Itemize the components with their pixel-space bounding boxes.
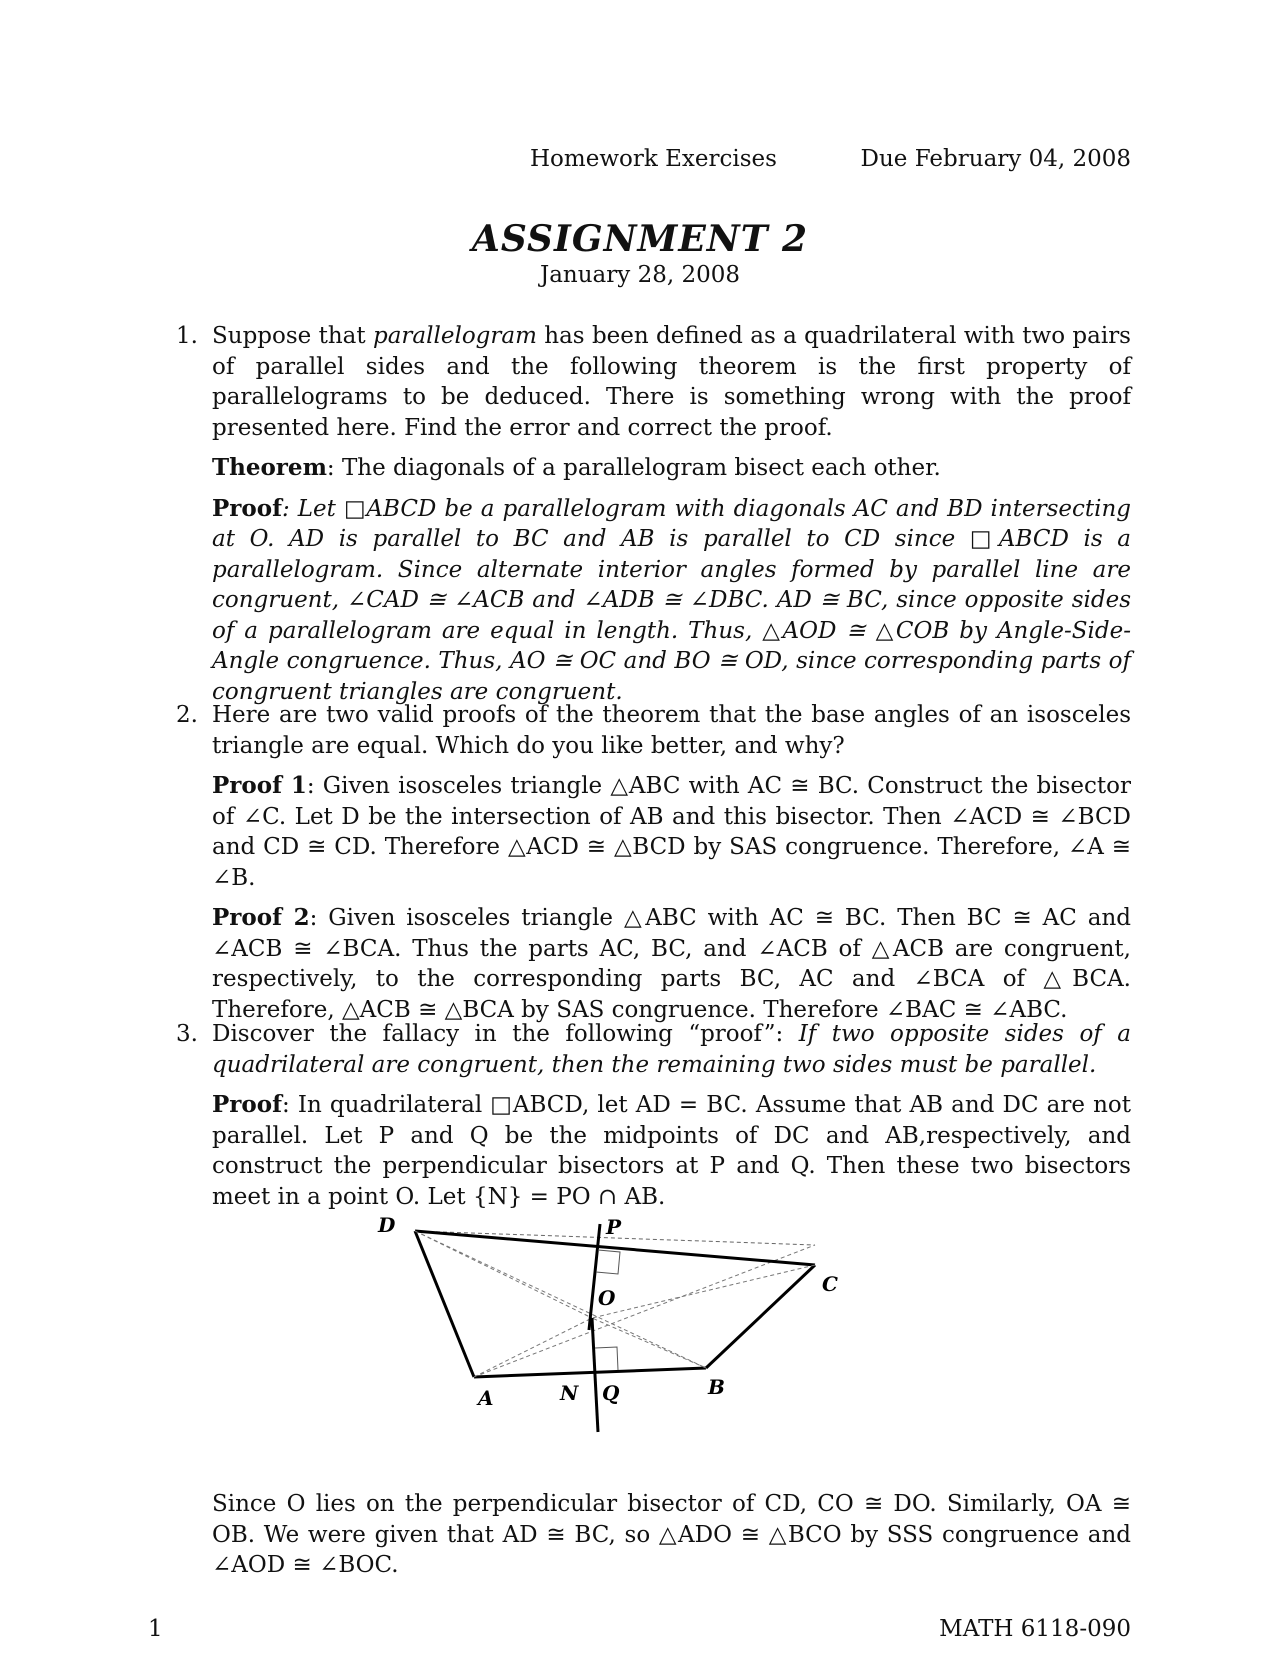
continuation-text: Since O lies on the perpendicular bisector of CD, CO ≅ DO. Similarly, OA ≅ OB. We were given that AD ≅ BC, so △ADO ≅ △BCO by SSS congruence and ∠AOD ≅ ∠BOC. [212, 1491, 1131, 1578]
problem-intro: Here are two valid proofs of the theorem that the base angles of an isosceles triangle are equal. Which do you like better, and why? [212, 702, 1131, 759]
problem-2 [176, 700, 1132, 1025]
problem-number: 3. [176, 1021, 198, 1047]
theorem: Theorem: The diagonals of a parallelogram bisect each other. [212, 454, 941, 481]
problem-3-continuation [212, 1489, 1131, 1581]
right-angle-P [596, 1250, 620, 1274]
header-right: Due February 04, 2008 [860, 146, 1131, 172]
perp-bisector-P [589, 1224, 600, 1330]
quadrilateral-figure [378, 1213, 890, 1480]
label-D: D [378, 1213, 396, 1237]
proof-label: Proof [212, 494, 282, 522]
label-O: O [598, 1286, 616, 1310]
proof-1-label: Proof 1 [212, 772, 307, 799]
problem-number: 2. [176, 702, 198, 728]
problem-intro: Discover the fallacy in the following “proof”: If two opposite sides of a quadrilateral are congruent, then the remaining two sides must be parallel. [212, 1021, 1131, 1078]
proof: Proof: Let □ABCD be a parallelogram with diagonals AC and BD intersecting at O. AD is parallel to BC and AB is parallel to CD since □ABCD is a parallelogram. Since alternate interior angles formed by parallel line are congruent, ∠CAD ≅ ∠ACB and ∠ADB ≅ ∠DBC. AD ≅ BC, since opposite sides of a parallelogram are equal in length. Thus, △AOD ≅ △COB by Angle-Side-Angle congruence. Thus, AO ≅ OC and BO ≅ OD, since corresponding parts of congruent triangles are congruent. [212, 494, 1131, 705]
side-AB [474, 1368, 706, 1377]
problem-number: 1. [176, 323, 198, 349]
proof-1: Proof 1: Given isosceles triangle △ABC with AC ≅ BC. Construct the bisector of ∠C. Let D be the intersection of AB and this bisector. Then ∠ACD ≅ ∠BCD and CD ≅ CD. Therefore △ACD ≅ △BCD by SAS congruence. Therefore, ∠A ≅ ∠B. [212, 772, 1131, 891]
course-code: MATH 6118-090 [939, 1616, 1131, 1642]
dashed-A-O [474, 1318, 592, 1377]
label-B: B [708, 1375, 725, 1399]
page-title: ASSIGNMENT 2 [471, 218, 809, 260]
proof: Proof: In quadrilateral □ABCD, let AD = BC. Assume that AB and DC are not parallel. Let P and Q be the midpoints of DC and AB,respectively, and construct the perpendicular bisectors at P and Q. Then these two bisectors meet in a point O. Let {N} = PO ∩ AB. [212, 1091, 1131, 1210]
page-number: 1 [148, 1616, 163, 1642]
page-date: January 28, 2008 [540, 262, 740, 288]
label-A: A [478, 1386, 494, 1410]
problem-3 [176, 1019, 1131, 1212]
proof-2-label: Proof 2 [212, 904, 310, 931]
label-P: P [606, 1215, 622, 1239]
problem-intro: Suppose that parallelogram has been defined as a quadrilateral with two pairs of parallel sides and the following theorem is the first property of parallelograms to be deduced. There is something wrong with the proof presented here. Find the error and correct the proof. [212, 323, 1131, 441]
perp-bisector-Q [592, 1318, 598, 1432]
proof-label: Proof [212, 1091, 282, 1118]
right-angle-Q [595, 1347, 618, 1370]
label-Q: Q [602, 1381, 620, 1405]
side-DA [415, 1231, 474, 1377]
header-left: Homework Exercises [530, 146, 777, 172]
label-N: N [560, 1381, 579, 1405]
theorem-label: Theorem [212, 454, 327, 481]
problem-1 [176, 321, 1131, 707]
label-C: C [822, 1272, 838, 1296]
dashed-C-O [592, 1265, 815, 1318]
dashed-line-AC [474, 1245, 815, 1377]
proof-2: Proof 2: Given isosceles triangle △ABC with AC ≅ BC. Then BC ≅ AC and ∠ACB ≅ ∠BCA. Thus the parts AC, BC, and ∠ACB of △ACB are congruent, respectively, to the corresponding parts BC, AC and ∠BCA of △BCA. Therefore, △ACB ≅ △BCA by SAS congruence. Therefore ∠BAC ≅ ∠ABC. [212, 904, 1132, 1023]
